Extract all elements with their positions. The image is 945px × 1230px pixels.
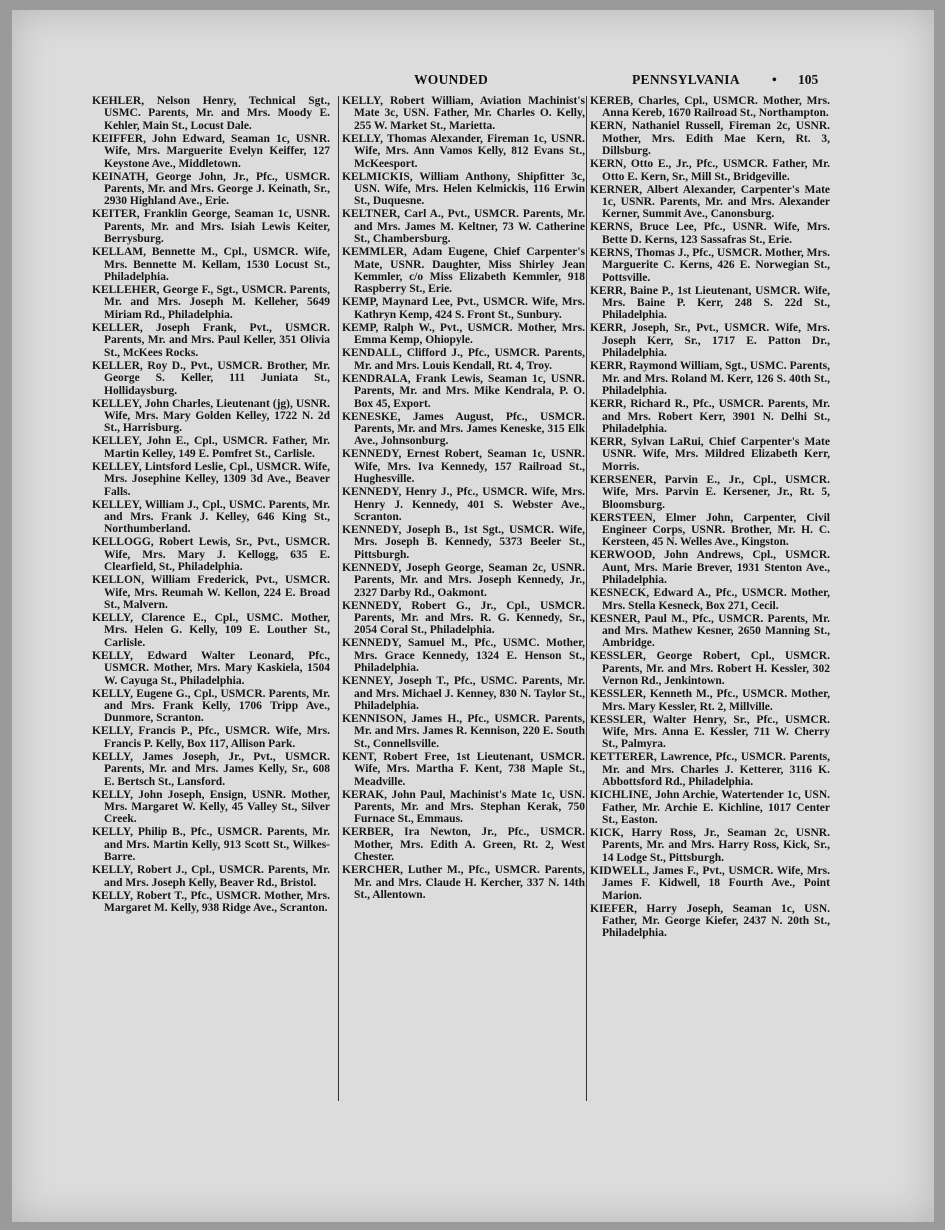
casualty-entry: KELLY, Robert William, Aviation Machinist's Mate 3c, USN. Father, Mr. Charles O. Kelly, 255 W. Market St., Marietta. [342,95,585,132]
casualty-entry: KERCHER, Luther M., Pfc., USMCR. Parents, Mr. and Mrs. Claude H. Kercher, 337 N. 14th St., Allentown. [342,864,585,902]
casualty-entry: KELLY, Philip B., Pfc., USMCR. Parents, Mr. and Mrs. Martin Kelly, 913 Scott St., Wilkes-Barre. [92,826,330,864]
casualty-entry: KELLEY, Lintsford Leslie, Cpl., USMCR. Wife, Mrs. Josephine Kelley, 1309 3d Ave., Beaver Falls. [92,460,330,498]
casualty-entry: KELLY, Edward Walter Leonard, Pfc., USMCR. Mother, Mrs. Mary Kaskiela, 1504 W. Cayuga St., Philadelphia. [92,649,330,687]
casualty-entry: KERR, Baine P., 1st Lieutenant, USMCR. Wife, Mrs. Baine P. Kerr, 248 S. 22d St., Philadelphia. [590,284,830,322]
casualty-entry: KEINATH, George John, Jr., Pfc., USMCR. Parents, Mr. and Mrs. George J. Keinath, Sr., 2930 Highland Ave., Erie. [92,170,330,208]
casualty-entry: KELLY, Clarence E., Cpl., USMC. Mother, Mrs. Helen G. Kelly, 109 E. Louther St., Carlisle. [92,611,330,649]
casualty-entry: KERR, Richard R., Pfc., USMCR. Parents, Mr. and Mrs. Robert Kerr, 3901 N. Delhi St., Philadelphia. [590,398,830,435]
state-heading: PENNSYLVANIA [632,72,740,87]
casualty-entry: KELLY, Francis P., Pfc., USMCR. Wife, Mrs. Francis P. Kelly, Box 117, Allison Park. [92,725,330,750]
section-title: WOUNDED [414,72,489,87]
casualty-entry: KELMICKIS, William Anthony, Shipfitter 3c, USN. Wife, Mrs. Helen Kelmickis, 116 Erwin St., Duquesne. [342,170,585,208]
casualty-entry: KESSLER, Walter Henry, Sr., Pfc., USMCR. Wife, Mrs. Anna E. Kessler, 711 W. Cherry St., Palmyra. [590,713,830,751]
casualty-entry: KERAK, John Paul, Machinist's Mate 1c, USN. Parents, Mr. and Mrs. Stephan Kerak, 750 Furnace St., Emmaus. [342,788,585,826]
casualty-entry: KERNS, Thomas J., Pfc., USMCR. Mother, Mrs. Marguerite C. Kerns, 426 E. Norwegian St., Pottsville. [590,246,830,284]
header-bullet: • [772,72,777,87]
casualty-entry: KEHLER, Nelson Henry, Technical Sgt., USMC. Parents, Mr. and Mrs. Moody E. Kehler, Main St., Locust Dale. [92,95,330,132]
casualty-entry: KELLEY, John Charles, Lieutenant (jg), USNR. Wife, Mrs. Mary Golden Kelley, 1722 N. 2d St., Harrisburg. [92,397,330,435]
casualty-entry: KERR, Raymond William, Sgt., USMC. Parents, Mr. and Mrs. Roland M. Kerr, 126 S. 40th St., Philadelphia. [590,360,830,398]
casualty-entry: KESSLER, George Robert, Cpl., USMCR. Parents, Mr. and Mrs. Robert H. Kessler, 302 Vernon Rd., Jenkintown. [590,650,830,688]
page-header [12,72,934,92]
casualty-entry: KERBER, Ira Newton, Jr., Pfc., USMCR. Mother, Mrs. Edith A. Green, Rt. 2, West Chester. [342,826,585,864]
casualty-entry: KENNEDY, Robert G., Jr., Cpl., USMCR. Parents, Mr. and Mrs. R. G. Kennedy, Sr., 2054 Coral St., Philadelphia. [342,599,585,637]
casualty-entry: KENDRALA, Frank Lewis, Seaman 1c, USNR. Parents, Mr. and Mrs. Mike Kendrala, P. O. Box 45, Export. [342,372,585,410]
casualty-entry: KESNER, Paul M., Pfc., USMCR. Parents, Mr. and Mrs. Mathew Kesner, 2650 Manning St., Ambridge. [590,612,830,650]
casualty-entry: KENDALL, Clifford J., Pfc., USMCR. Parents, Mr. and Mrs. Louis Kendall, Rt. 4, Troy. [342,347,585,372]
column-divider [338,96,339,1101]
casualty-entry: KELLY, Robert T., Pfc., USMCR. Mother, Mrs. Margaret M. Kelly, 938 Ridge Ave., Scranton. [92,889,330,915]
casualty-entry: KEITER, Franklin George, Seaman 1c, USNR. Parents, Mr. and Mrs. Isiah Lewis Keiter, Berrysburg. [92,208,330,246]
casualty-entry: KESNECK, Edward A., Pfc., USMCR. Mother, Mrs. Stella Kesneck, Box 271, Cecil. [590,587,830,612]
casualty-entry: KERNS, Bruce Lee, Pfc., USNR. Wife, Mrs. Bette D. Kerns, 123 Sassafras St., Erie. [590,221,830,246]
casualty-entry: KIEFER, Harry Joseph, Seaman 1c, USN. Father, Mr. George Kiefer, 2437 N. 20th St., Philadelphia. [590,902,830,940]
column-3 [590,95,830,940]
casualty-entry: KELLOGG, Robert Lewis, Sr., Pvt., USMCR. Wife, Mrs. Mary J. Kellogg, 635 E. Clearfield, St., Philadelphia. [92,536,330,574]
casualty-entry: KENNEY, Joseph T., Pfc., USMC. Parents, Mr. and Mrs. Michael J. Kenney, 830 N. Taylor St., Philadelphia. [342,675,585,712]
casualty-entry: KERNER, Albert Alexander, Carpenter's Mate 1c, USNR. Parents, Mr. and Mrs. Alexander Kerner, Summit Ave., Canonsburg. [590,183,830,221]
casualty-entry: KENNEDY, Henry J., Pfc., USMCR. Wife, Mrs. Henry J. Kennedy, 401 S. Webster Ave., Scranton. [342,486,585,523]
document-page [12,10,934,1222]
casualty-entry: KENESKE, James August, Pfc., USMCR. Parents, Mr. and Mrs. James Keneske, 315 Elk Ave., Johnsonburg. [342,410,585,448]
casualty-entry: KEIFFER, John Edward, Seaman 1c, USNR. Wife, Mrs. Marguerite Evelyn Keiffer, 127 Keystone Ave., Middletown. [92,132,330,170]
casualty-entry: KENNISON, James H., Pfc., USMCR. Parents, Mr. and Mrs. James R. Kennison, 220 E. South St., Connellsville. [342,713,585,750]
column-divider [586,96,587,1101]
casualty-entry: KELLY, John Joseph, Ensign, USNR. Mother, Mrs. Margaret W. Kelly, 45 Valley St., Silver Creek. [92,788,330,826]
casualty-entry: KERSTEEN, Elmer John, Carpenter, Civil Engineer Corps, USNR. Brother, Mr. H. C. Kersteen, 45 N. Welles Ave., Kingston. [590,511,830,549]
casualty-entry: KICK, Harry Ross, Jr., Seaman 2c, USNR. Parents, Mr. and Mrs. Harry Ross, Kick, Sr., 14 Lodge St., Pittsburgh. [590,827,830,864]
casualty-entry: KERR, Joseph, Sr., Pvt., USMCR. Wife, Mrs. Joseph Kerr, Sr., 1717 E. Patton Dr., Philadelphia. [590,322,830,360]
casualty-entry: KENNEDY, Ernest Robert, Seaman 1c, USNR. Wife, Mrs. Iva Kennedy, 157 Railroad St., Hughesville. [342,448,585,486]
casualty-entry: KEREB, Charles, Cpl., USMCR. Mother, Mrs. Anna Kereb, 1670 Railroad St., Northampton. [590,95,830,120]
casualty-entry: KELTNER, Carl A., Pvt., USMCR. Parents, Mr. and Mrs. James M. Keltner, 73 W. Catherine St., Chambersburg. [342,208,585,246]
casualty-entry: KERN, Nathaniel Russell, Fireman 2c, USNR. Mother, Mrs. Edith Mae Kern, Rt. 3, Dillsburg. [590,120,830,158]
casualty-entry: KERN, Otto E., Jr., Pfc., USMCR. Father, Mr. Otto E. Kern, Sr., Mill St., Bridgeville. [590,158,830,183]
casualty-entry: KELLEY, William J., Cpl., USMC. Parents, Mr. and Mrs. Frank J. Kelley, 646 King St., Northumberland. [92,498,330,536]
casualty-entry: KELLEY, John E., Cpl., USMCR. Father, Mr. Martin Kelley, 149 E. Pomfret St., Carlisle. [92,435,330,460]
casualty-entry: KELLER, Roy D., Pvt., USMCR. Brother, Mr. George S. Keller, 111 Juniata St., Hollidaysburg. [92,359,330,397]
casualty-entry: KENNEDY, Samuel M., Pfc., USMC. Mother, Mrs. Grace Kennedy, 1324 E. Henson St., Philadelphia. [342,637,585,675]
casualty-entry: KEMMLER, Adam Eugene, Chief Carpenter's Mate, USNR. Daughter, Miss Shirley Jean Kemmler, c/o Miss Elizabeth Kemmler, 918 Raspberry St., Erie. [342,246,585,296]
casualty-entry: KERSENER, Parvin E., Jr., Cpl., USMCR. Wife, Mrs. Parvin E. Kersener, Jr., Rt. 5, Bloomsburg. [590,473,830,511]
column-2 [342,95,585,902]
column-1 [92,95,330,915]
casualty-entry: KIDWELL, James F., Pvt., USMCR. Wife, Mrs. James F. Kidwell, 18 Fourth Ave., Point Marion. [590,864,830,902]
casualty-entry: KELLON, William Frederick, Pvt., USMCR. Wife, Mrs. Reumah W. Kellon, 224 E. Broad St., Malvern. [92,574,330,611]
casualty-entry: KELLY, Thomas Alexander, Fireman 1c, USNR. Wife, Mrs. Ann Vamos Kelly, 812 Evans St., McKeesport. [342,132,585,170]
casualty-entry: KELLY, James Joseph, Jr., Pvt., USMCR. Parents, Mr. and Mrs. James Kelly, Sr., 608 E. Bertsch St., Lansford. [92,750,330,788]
casualty-entry: KENT, Robert Free, 1st Lieutenant, USMCR. Wife, Mrs. Martha F. Kent, 738 Maple St., Meadville. [342,750,585,788]
casualty-entry: KETTERER, Lawrence, Pfc., USMCR. Parents, Mr. and Mrs. Charles J. Ketterer, 3116 K. Abbottsford Rd., Philadelphia. [590,751,830,789]
casualty-entry: KEMP, Maynard Lee, Pvt., USMCR. Wife, Mrs. Kathryn Kemp, 424 S. Front St., Sunbury. [342,296,585,321]
casualty-entry: KICHLINE, John Archie, Watertender 1c, USN. Father, Mr. Archie E. Kichline, 1017 Center St., Easton. [590,789,830,827]
casualty-entry: KERWOOD, John Andrews, Cpl., USMCR. Aunt, Mrs. Marie Brever, 1931 Stenton Ave., Philadelphia. [590,549,830,587]
casualty-entry: KEMP, Ralph W., Pvt., USMCR. Mother, Mrs. Emma Kemp, Ohiopyle. [342,321,585,347]
casualty-entry: KELLEHER, George F., Sgt., USMCR. Parents, Mr. and Mrs. Joseph M. Kelleher, 5649 Miriam Rd., Philadelphia. [92,284,330,321]
casualty-entry: KELLY, Eugene G., Cpl., USMCR. Parents, Mr. and Mrs. Frank Kelly, 1706 Tripp Ave., Dunmore, Scranton. [92,687,330,725]
page-number: 105 [798,72,819,87]
casualty-entry: KELLAM, Bennette M., Cpl., USMCR. Wife, Mrs. Bennette M. Kellam, 1530 Locust St., Philadelphia. [92,246,330,284]
casualty-entry: KELLY, Robert J., Cpl., USMCR. Parents, Mr. and Mrs. Joseph Kelly, Beaver Rd., Bristol. [92,864,330,889]
casualty-entry: KENNEDY, Joseph George, Seaman 2c, USNR. Parents, Mr. and Mrs. Joseph Kennedy, Jr., 2327 Darby Rd., Oakmont. [342,561,585,599]
casualty-entry: KERR, Sylvan LaRui, Chief Carpenter's Mate USNR. Wife, Mrs. Mildred Elizabeth Kerr, Morris. [590,435,830,473]
casualty-entry: KENNEDY, Joseph B., 1st Sgt., USMCR. Wife, Mrs. Joseph B. Kennedy, 5373 Beeler St., Pittsburgh. [342,523,585,561]
casualty-entry: KELLER, Joseph Frank, Pvt., USMCR. Parents, Mr. and Mrs. Paul Keller, 351 Olivia St., McKees Rocks. [92,321,330,359]
casualty-entry: KESSLER, Kenneth M., Pfc., USMCR. Mother, Mrs. Mary Kessler, Rt. 2, Millville. [590,688,830,713]
